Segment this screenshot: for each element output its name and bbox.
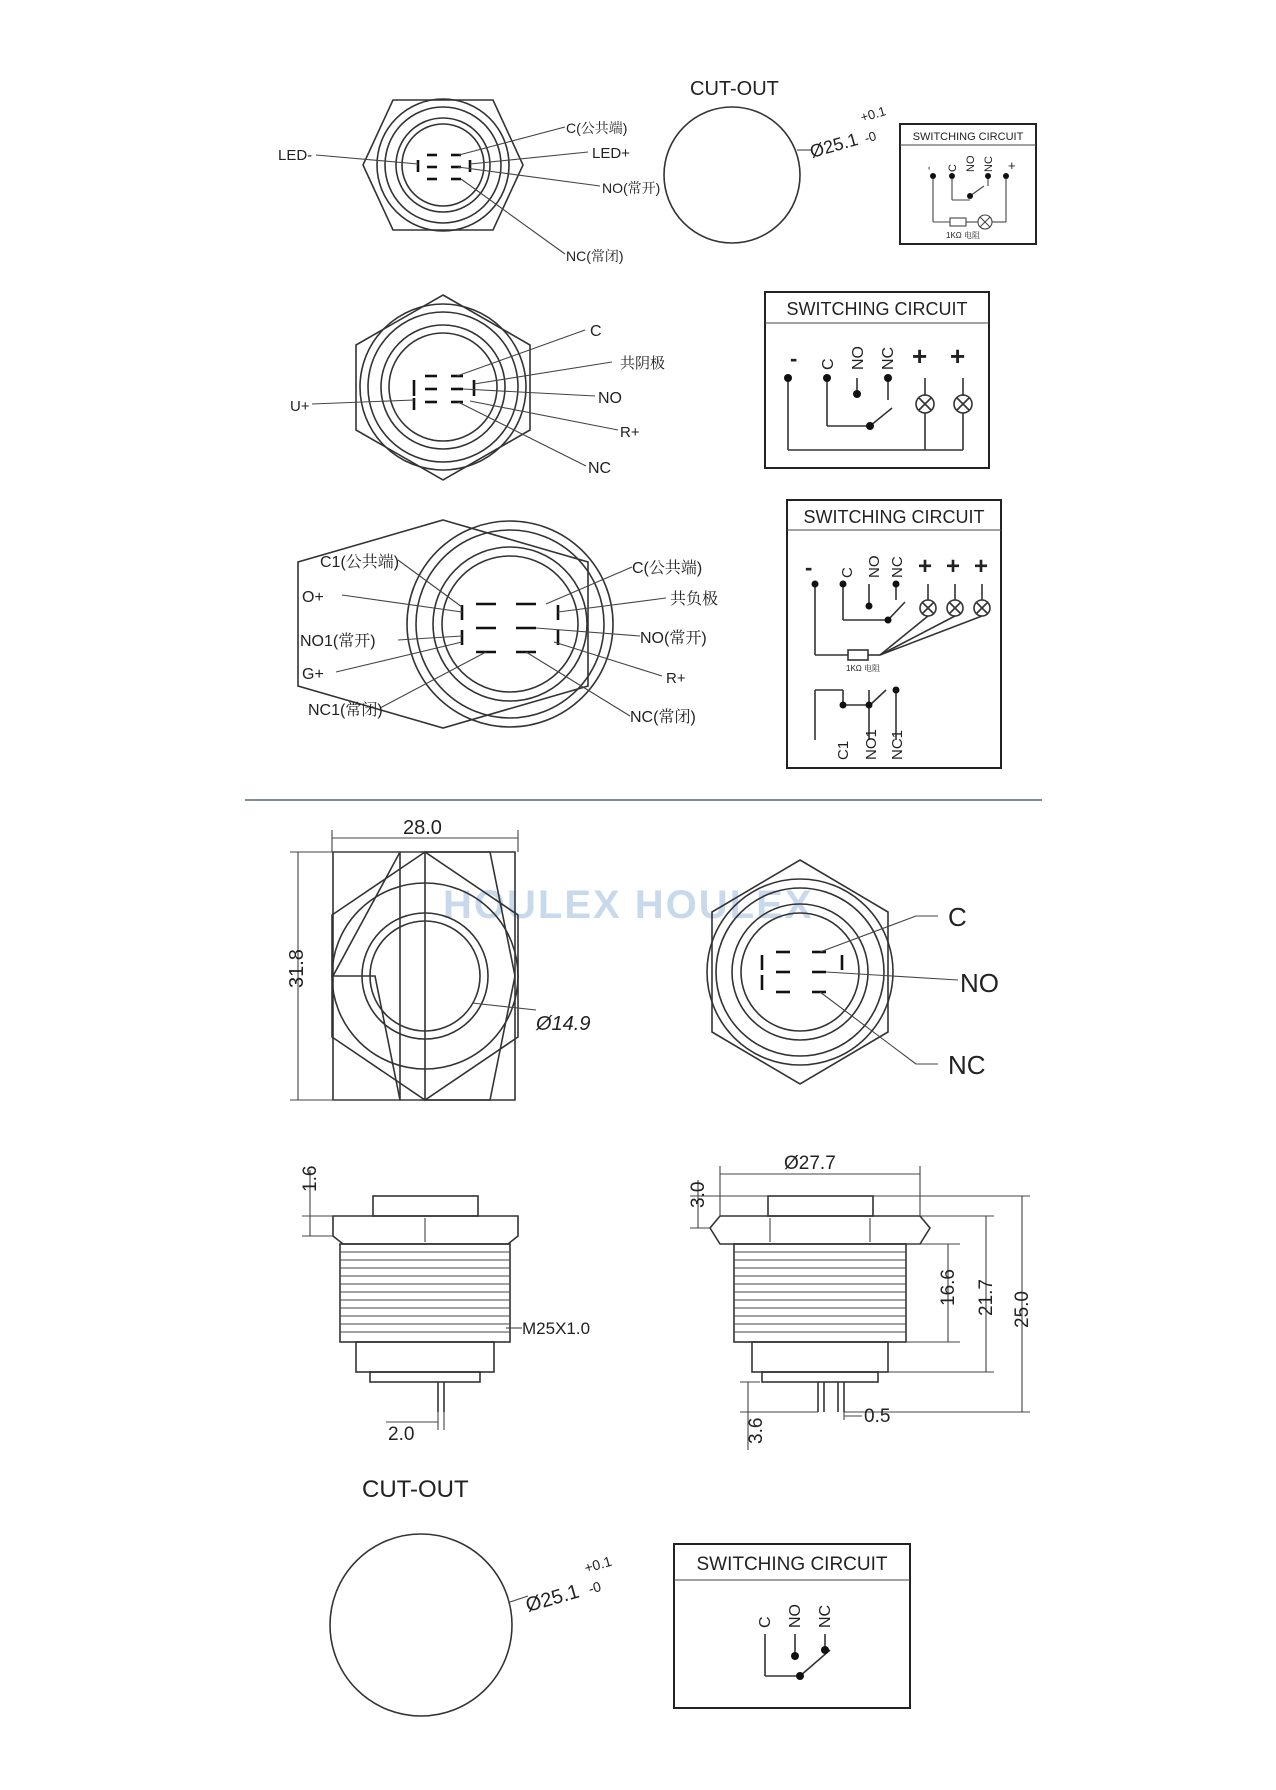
back-label-no: NO [960, 968, 999, 998]
top-view-2 [290, 295, 665, 480]
circuit-small-t2: C [947, 164, 959, 172]
circuit-big-t4: NC [889, 556, 906, 578]
circuit-big-resistor: 1KΩ 电阻 [846, 664, 880, 673]
watermark: HOULEX HOULEX [443, 883, 814, 927]
label-v3-o-plus: O+ [302, 589, 324, 606]
cutout-dim-bottom: Ø25.1 [523, 1580, 582, 1617]
cutout-dim-top: Ø25.1 [807, 129, 861, 162]
label-no: NO(常开) [602, 180, 661, 196]
circuit-small-t5: + [1008, 158, 1016, 173]
circuit-small-resistor: 1KΩ 电阻 [946, 231, 980, 240]
side-right-pin-w: 0.5 [864, 1406, 891, 1427]
top-view-1 [278, 99, 660, 264]
side-right-h2: 21.7 [976, 1279, 997, 1316]
cutout-tol-upper-top: +0.1 [858, 103, 888, 125]
circuit-small-t3: NO [965, 155, 977, 172]
bottom-cutout [330, 1476, 614, 1716]
label-v3-c1: C1(公共端) [320, 554, 400, 571]
cutout-tol-lower-top: -0 [862, 128, 878, 146]
label-led-plus: LED+ [592, 145, 630, 162]
side-right-pin-len: 3.6 [746, 1417, 767, 1444]
circuit-mid-t4: NC [880, 346, 897, 370]
side-view-left [300, 1166, 590, 1445]
label-v3-nc: NC(常闭) [630, 709, 696, 726]
top-view-3 [298, 520, 718, 728]
circuit-big-t2: C [839, 567, 856, 578]
back-view [707, 860, 999, 1084]
circuit-big-l1: C1 [835, 740, 852, 760]
circuit-mid-t3: NO [850, 346, 867, 370]
circuit-small-t4: NC [983, 156, 995, 172]
top-cutout [664, 78, 888, 243]
label-v2-nc: NC [588, 460, 612, 477]
circuit-small [900, 124, 1036, 244]
circuit-big [787, 500, 1001, 768]
label-v3-c: C(公共端) [632, 560, 703, 577]
label-v3-g-plus: G+ [302, 666, 324, 683]
label-v2-no: NO [598, 390, 622, 407]
circuit-mid-title: SWITCHING CIRCUIT [786, 299, 968, 319]
circuit-small-t1: - [923, 166, 935, 170]
label-v2-r-plus: R+ [620, 424, 640, 441]
cutout-tol-lower-bottom: -0 [586, 1578, 603, 1597]
circuit-big-t1: - [805, 555, 813, 580]
label-v3-nc1: NC1(常闭) [308, 702, 383, 719]
cutout-title-bottom: CUT-OUT [362, 1476, 469, 1503]
side-left-thread: M25X1.0 [522, 1319, 591, 1338]
back-label-c: C [948, 902, 967, 932]
label-c-common: C(公共端) [566, 120, 628, 136]
circuit-big-l2: NO1 [863, 729, 880, 760]
label-v2-u-plus: U+ [290, 398, 310, 415]
circuit-bottom [674, 1544, 910, 1708]
label-v3-r-plus: R+ [666, 670, 686, 687]
label-nc: NC(常闭) [566, 248, 624, 264]
circuit-big-title: SWITCHING CIRCUIT [803, 507, 985, 527]
circuit-big-l3: NC1 [889, 729, 906, 760]
circuit-bottom-t1: C [757, 1616, 774, 1628]
circuit-mid-t1: - [790, 346, 798, 371]
front-lens-dia: Ø14.9 [536, 1013, 591, 1035]
circuit-small-title: SWITCHING CIRCUIT [912, 131, 1024, 143]
cutout-tol-upper-bottom: +0.1 [582, 1552, 614, 1576]
front-view [286, 817, 590, 1100]
side-right-dia: Ø27.7 [784, 1153, 836, 1174]
side-right-h1: 16.6 [938, 1269, 959, 1306]
side-left-cap: 1.6 [300, 1165, 321, 1192]
circuit-mid-t6: + [950, 341, 966, 371]
front-width: 28.0 [403, 817, 442, 839]
back-label-nc: NC [948, 1050, 986, 1080]
label-v3-no1: NO1(常开) [300, 633, 376, 650]
label-v3-no: NO(常开) [640, 630, 707, 647]
cutout-title-top: CUT-OUT [690, 78, 779, 100]
label-v3-anode: 共负极 [670, 591, 719, 608]
circuit-big-t3: NO [866, 555, 883, 578]
circuit-big-t7: + [974, 553, 989, 580]
label-v2-c: C [590, 323, 602, 340]
circuit-big-t5: + [918, 553, 933, 580]
circuit-mid-t2: C [820, 358, 837, 370]
circuit-big-t6: + [946, 553, 961, 580]
side-right-cap: 3.0 [688, 1181, 709, 1208]
circuit-bottom-t2: NO [787, 1604, 804, 1628]
circuit-mid-t5: + [912, 341, 928, 371]
side-right-h3: 25.0 [1012, 1291, 1033, 1328]
label-v2-cathode: 共阴极 [620, 355, 666, 372]
circuit-bottom-t3: NC [817, 1604, 834, 1628]
side-left-pin: 2.0 [388, 1424, 415, 1445]
label-led-minus: LED- [278, 147, 313, 164]
circuit-bottom-title: SWITCHING CIRCUIT [696, 1554, 888, 1575]
side-view-right [688, 1153, 1033, 1450]
circuit-mid [765, 292, 989, 468]
front-height: 31.8 [286, 949, 308, 988]
